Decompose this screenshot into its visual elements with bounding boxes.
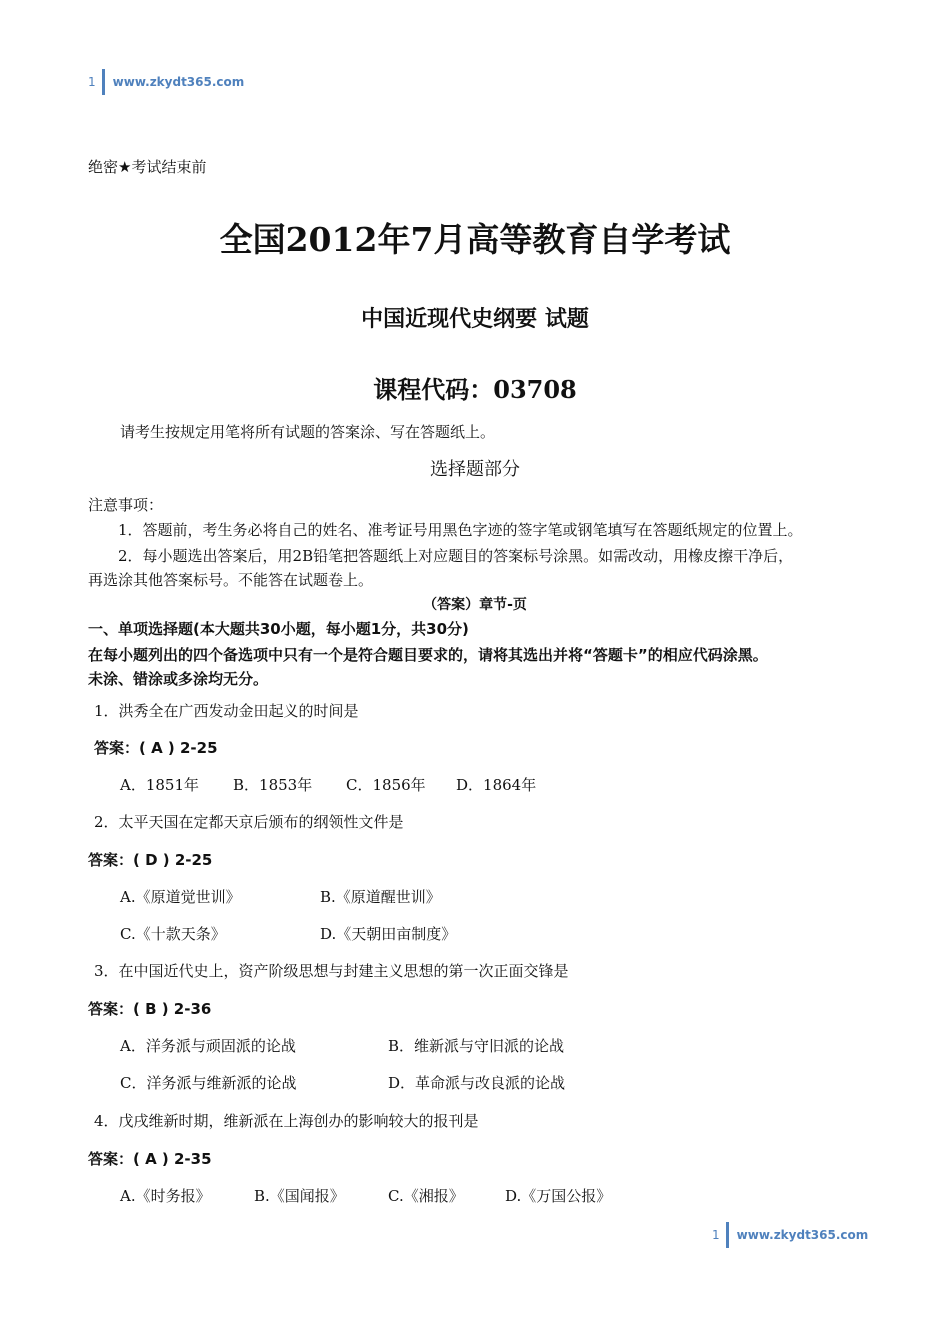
confidential-label: 绝密★考试结束前 — [88, 158, 207, 176]
notes-item-1: 1．答题前，考生务必将自己的姓名、准考证号用黑色字迹的签字笔或钢笔填写在答题纸规定的位置上。 — [118, 521, 803, 539]
notes-heading: 注意事项： — [88, 496, 164, 514]
question-2-option-c: C.《十款天条》 — [120, 925, 226, 943]
question-2-option-b: B.《原道醒世训》 — [320, 888, 441, 906]
question-2-answer: 答案：( D ) 2-25 — [88, 851, 213, 869]
footer-page-number: 1 — [712, 1228, 720, 1242]
notes-item-2-cont: 再选涂其他答案标号。不能答在试题卷上。 — [88, 571, 374, 589]
question-4-stem: 4．戊戌维新时期，维新派在上海创办的影响较大的报刊是 — [94, 1112, 479, 1130]
subject-title: 中国近现代史纲要 试题 — [361, 306, 589, 332]
question-3-answer: 答案：( B ) 2-36 — [88, 1000, 212, 1018]
question-4-option-b: B.《国闻报》 — [254, 1187, 345, 1205]
notes-item-2: 2．每小题选出答案后，用2B铅笔把答题纸上对应题目的答案标号涂黑。如需改动，用橡皮擦干净后， — [118, 547, 794, 565]
question-1-option-b: B．1853年 — [233, 776, 313, 794]
footer-url: www.zkydt365.com — [736, 1228, 869, 1242]
question-3-option-c: C．洋务派与维新派的论战 — [120, 1074, 297, 1092]
question-1-option-c: C．1856年 — [346, 776, 426, 794]
part1-heading: 一、单项选择题(本大题共30小题，每小题1分，共30分) — [88, 620, 469, 638]
question-3-option-b: B．维新派与守旧派的论战 — [388, 1037, 565, 1055]
question-1-answer: 答案：( A ) 2-25 — [94, 739, 218, 757]
question-3-option-a: A．洋务派与顽固派的论战 — [120, 1037, 296, 1055]
instruction-text: 请考生按规定用笔将所有试题的答案涂、写在答题纸上。 — [120, 423, 496, 441]
part1-desc-2: 未涂、错涂或多涂均无分。 — [88, 670, 269, 688]
question-4-option-d: D.《万国公报》 — [505, 1187, 612, 1205]
question-2-stem: 2．太平天国在定都天京后颁布的纲领性文件是 — [94, 813, 404, 831]
question-3-stem: 3．在中国近代史上，资产阶级思想与封建主义思想的第一次正面交锋是 — [94, 962, 569, 980]
header-divider — [102, 69, 105, 95]
question-2-option-d: D.《天朝田亩制度》 — [320, 925, 457, 943]
footer-divider — [726, 1222, 729, 1248]
section-title: 选择题部分 — [430, 459, 520, 480]
header-page-number: 1 — [88, 75, 96, 89]
question-2-option-a: A.《原道觉世训》 — [120, 888, 241, 906]
question-4-option-a: A.《时务报》 — [120, 1187, 211, 1205]
question-4-option-c: C.《湘报》 — [388, 1187, 464, 1205]
page-footer — [712, 1222, 868, 1248]
part1-desc-1: 在每小题列出的四个备选项中只有一个是符合题目要求的，请将其选出并将“答题卡”的相应代码涂黑。 — [88, 646, 768, 664]
question-3-option-d: D．革命派与改良派的论战 — [388, 1074, 566, 1092]
question-1-option-a: A．1851年 — [120, 776, 200, 794]
exam-title: 全国2012年7月高等教育自学考试 — [219, 220, 731, 259]
question-1-option-d: D．1864年 — [456, 776, 537, 794]
course-code: 课程代码：03708 — [373, 375, 577, 404]
question-1-stem: 1．洪秀全在广西发动金田起义的时间是 — [94, 702, 359, 720]
question-4-answer: 答案：( A ) 2-35 — [88, 1150, 212, 1168]
answer-legend: （答案）章节-页 — [423, 597, 527, 613]
page-header — [88, 69, 244, 95]
header-url: www.zkydt365.com — [112, 75, 245, 89]
